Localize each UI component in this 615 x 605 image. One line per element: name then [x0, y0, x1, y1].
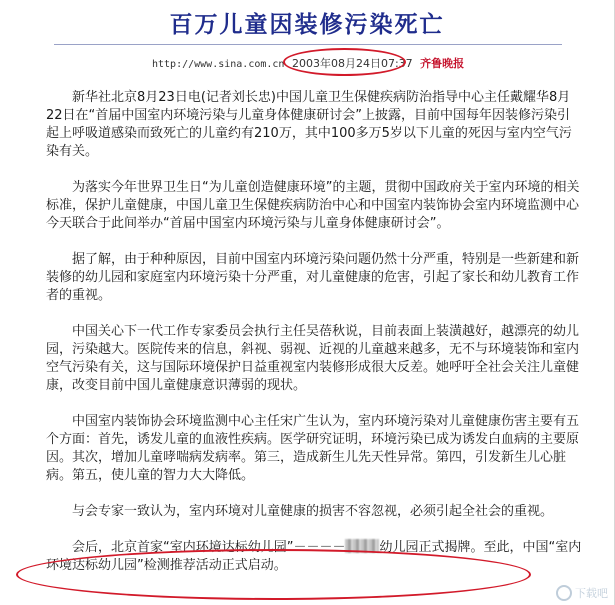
closing-text-start: 会后，北京首家“室内环境达标幼儿园”－－－－	[72, 540, 346, 555]
paragraph-1: 新华社北京8月23日电(记者刘长忠)中国儿童卫生保健疾病防治指导中心主任戴耀华8月22日在“首届中国室内环境污染与儿童身体健康研讨会”上披露，目前中国每年因装修污染引起上呼吸道感染而致死亡的儿童约有210万，其中100多万5岁以下儿童的死因与室内空气污染有关。	[46, 90, 572, 159]
paragraph-3: 据了解，由于种种原因，目前中国室内环境污染问题仍然十分严重，特别是一些新建和新装修的幼儿园和家庭室内环境污染十分严重，对儿童健康的危害，引起了家长和幼儿教育工作者的重视。	[46, 252, 580, 303]
closing-text-end: 幼儿园正式揭牌。至此，中国“室内环境达标幼儿园”检测推荐活动正式启动。	[46, 540, 582, 573]
watermark	[556, 585, 608, 601]
watermark-text: 下载吧	[575, 587, 608, 600]
article-body	[46, 89, 582, 575]
closing-highlight-ellipse	[16, 549, 531, 600]
paragraph-5: 中国室内装饰协会环境监测中心主任宋广生认为，室内环境污染对儿童健康伤害主要有五个方面：首先，诱发儿童的血液性疾病。医学研究证明，环境污染已成为诱发白血病的主要原因。其次，增加儿童哮喘病发病率。第三，造成新生儿先天性异常。第四，引发新生儿心脏病。第五，使儿童的智力大大降低。	[46, 414, 580, 483]
source-url[interactable]: http://www.sina.com.cn	[152, 59, 285, 70]
paragraph-6: 与会专家一致认为，室内环境对儿童健康的损害不容忽视，必须引起全社会的重视。	[72, 504, 554, 519]
paragraph-2: 为落实今年世界卫生日“为儿童创造健康环境”的主题，贯彻中国政府关于室内环境的相关标准，保护儿童健康，中国儿童卫生保健疾病防治中心和中国室内装饰协会室内环境监测中心今天联合于此间举办“首届中国室内环境污染与儿童身体健康研讨会”。	[46, 180, 580, 231]
article-title: 百万儿童因装修污染死亡	[169, 12, 445, 38]
paragraph-4: 中国关心下一代工作专家委员会执行主任吴蓓秋说，目前表面上装潢越好，越漂亮的幼儿园，污染越大。医院传来的信息，斜视、弱视、近视的儿童越来越多，无不与环境装饰和室内空气污染有关，这与国际环境保护日益重视室内装修形成很大反差。她呼吁全社会关注儿童健康，改变目前中国儿童健康意识薄弱的现状。	[46, 324, 580, 393]
date-highlight-ellipse	[283, 48, 406, 76]
title-divider	[54, 44, 562, 45]
watermark-logo-icon	[556, 585, 572, 601]
publish-date: 2003年08月24日07:37	[291, 57, 413, 70]
source-link[interactable]: 齐鲁晚报	[420, 57, 465, 70]
